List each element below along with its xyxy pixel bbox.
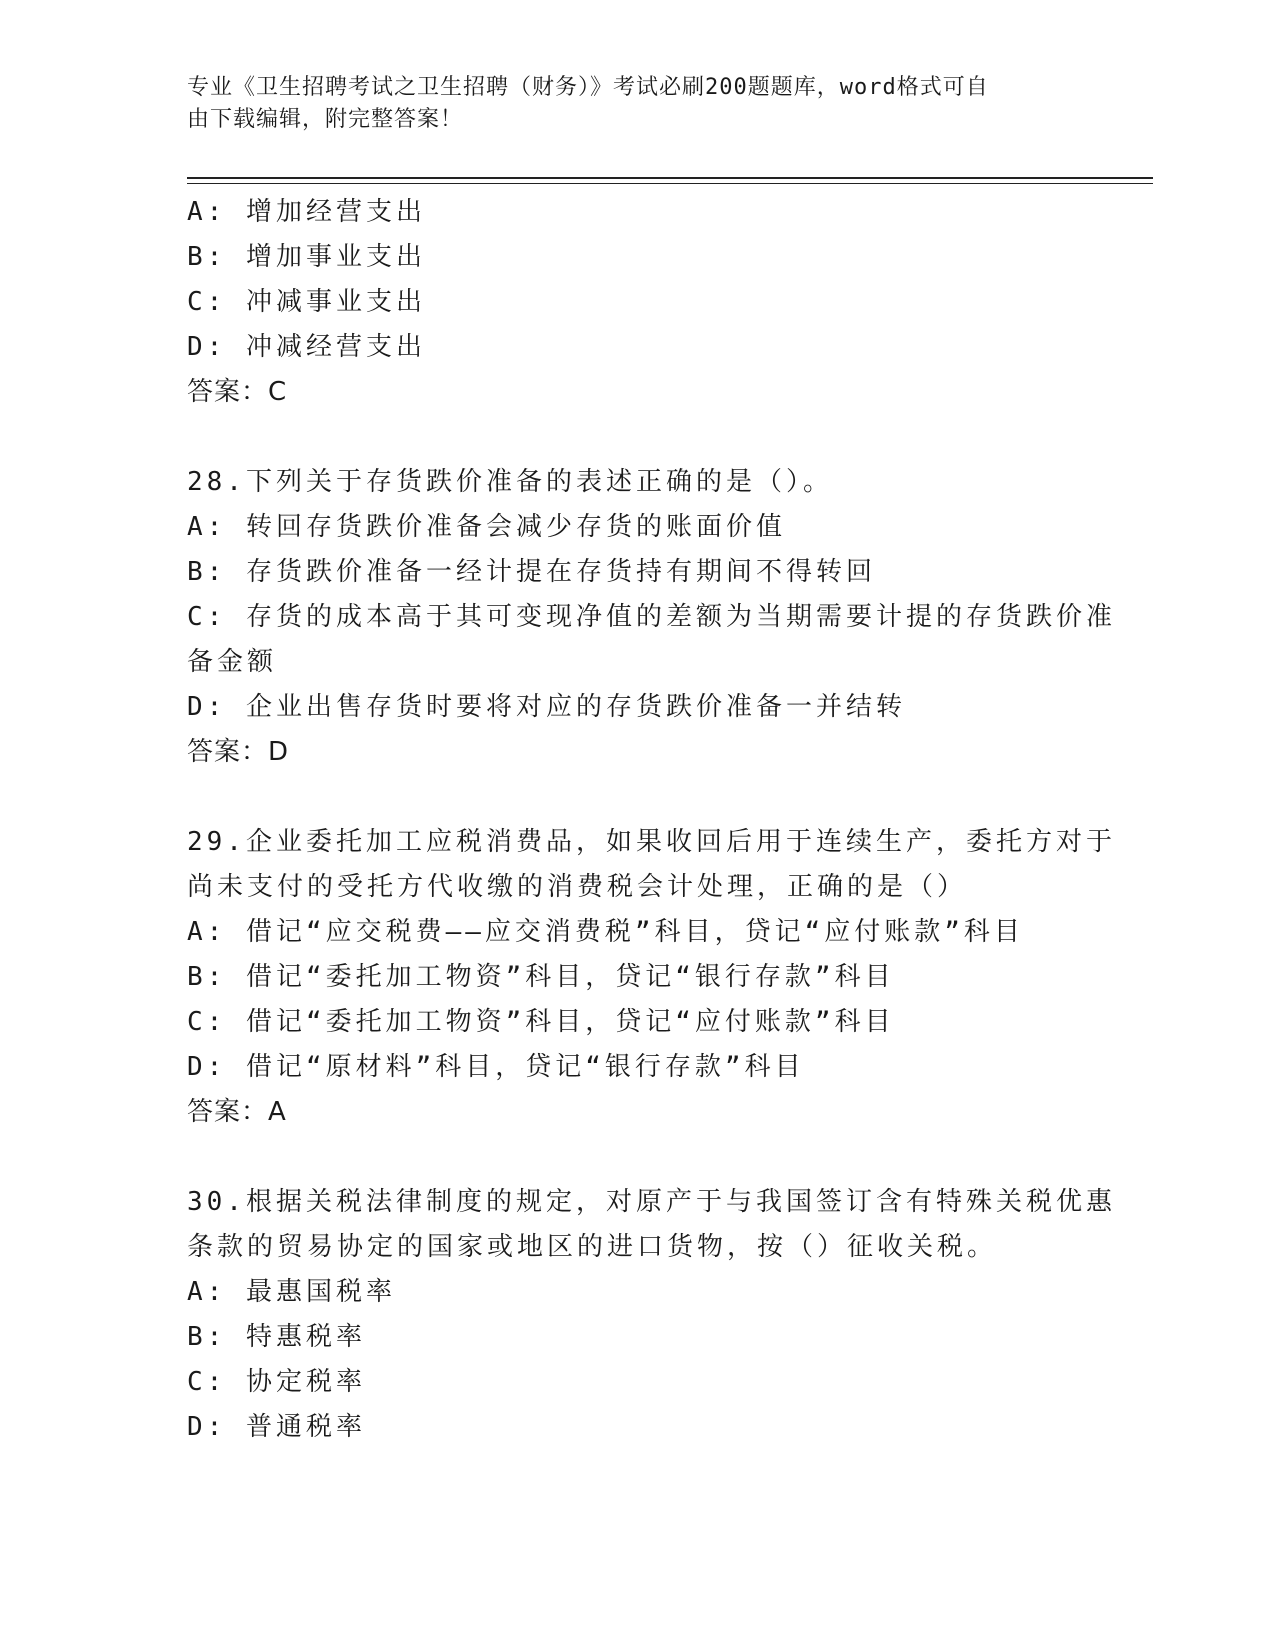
spacer [187,1135,1087,1180]
option-b: B: 增加事业支出 [187,242,426,272]
question-text-line-2: 条款的贸易协定的国家或地区的进口货物，按（）征收关税。 [187,1232,998,1262]
option-a: A: 借记“应交税费——应交消费税”科目，贷记“应付账款”科目 [187,917,1024,947]
option-a: A: 最惠国税率 [187,1277,396,1307]
option-a: A: 增加经营支出 [187,197,426,227]
question-text: 28.下列关于存货跌价准备的表述正确的是（）。 [187,467,833,497]
option-b: B: 借记“委托加工物资”科目，贷记“银行存款”科目 [187,962,895,992]
option-d: D: 普通税率 [187,1412,366,1442]
header-rule-thick [187,177,1153,179]
question-28 [187,460,1116,775]
spacer [187,775,1087,820]
document-header [187,72,1067,136]
answer-29: 答案：A [187,1097,287,1127]
option-d: D: 企业出售存货时要将对应的存货跌价准备一并结转 [187,692,906,722]
question-27 [187,190,1087,415]
header-line-2: 由下载编辑，附完整答案！ [187,107,464,132]
answer-27: 答案：C [187,377,288,407]
option-a: A: 转回存货跌价准备会减少存货的账面价值 [187,512,786,542]
option-c: C: 冲减事业支出 [187,287,426,317]
question-30 [187,1180,1116,1450]
option-b: B: 存货跌价准备一经计提在存货持有期间不得转回 [187,557,876,587]
option-c: C: 协定税率 [187,1367,366,1397]
option-d: D: 借记“原材料”科目，贷记“银行存款”科目 [187,1052,805,1082]
option-d: D: 冲减经营支出 [187,332,426,362]
spacer [187,415,1087,460]
header-line-1: 专业《卫生招聘考试之卫生招聘（财务）》考试必刷200题题库，word格式可自 [187,75,989,100]
answer-28: 答案：D [187,737,290,767]
question-text-line-1: 29.企业委托加工应税消费品，如果收回后用于连续生产，委托方对于 [187,827,1116,857]
option-b: B: 特惠税率 [187,1322,366,1352]
option-c: C: 借记“委托加工物资”科目，贷记“应付账款”科目 [187,1007,895,1037]
question-29 [187,820,1116,1135]
header-rule-thin [187,183,1153,184]
option-c-continued: 备金额 [187,647,278,677]
question-content [187,190,1116,1450]
question-text-line-1: 30.根据关税法律制度的规定，对原产于与我国签订含有特殊关税优惠 [187,1187,1116,1217]
question-text-line-2: 尚未支付的受托方代收缴的消费税会计处理，正确的是（） [187,872,968,902]
option-c: C: 存货的成本高于其可变现净值的差额为当期需要计提的存货跌价准 [187,602,1116,632]
